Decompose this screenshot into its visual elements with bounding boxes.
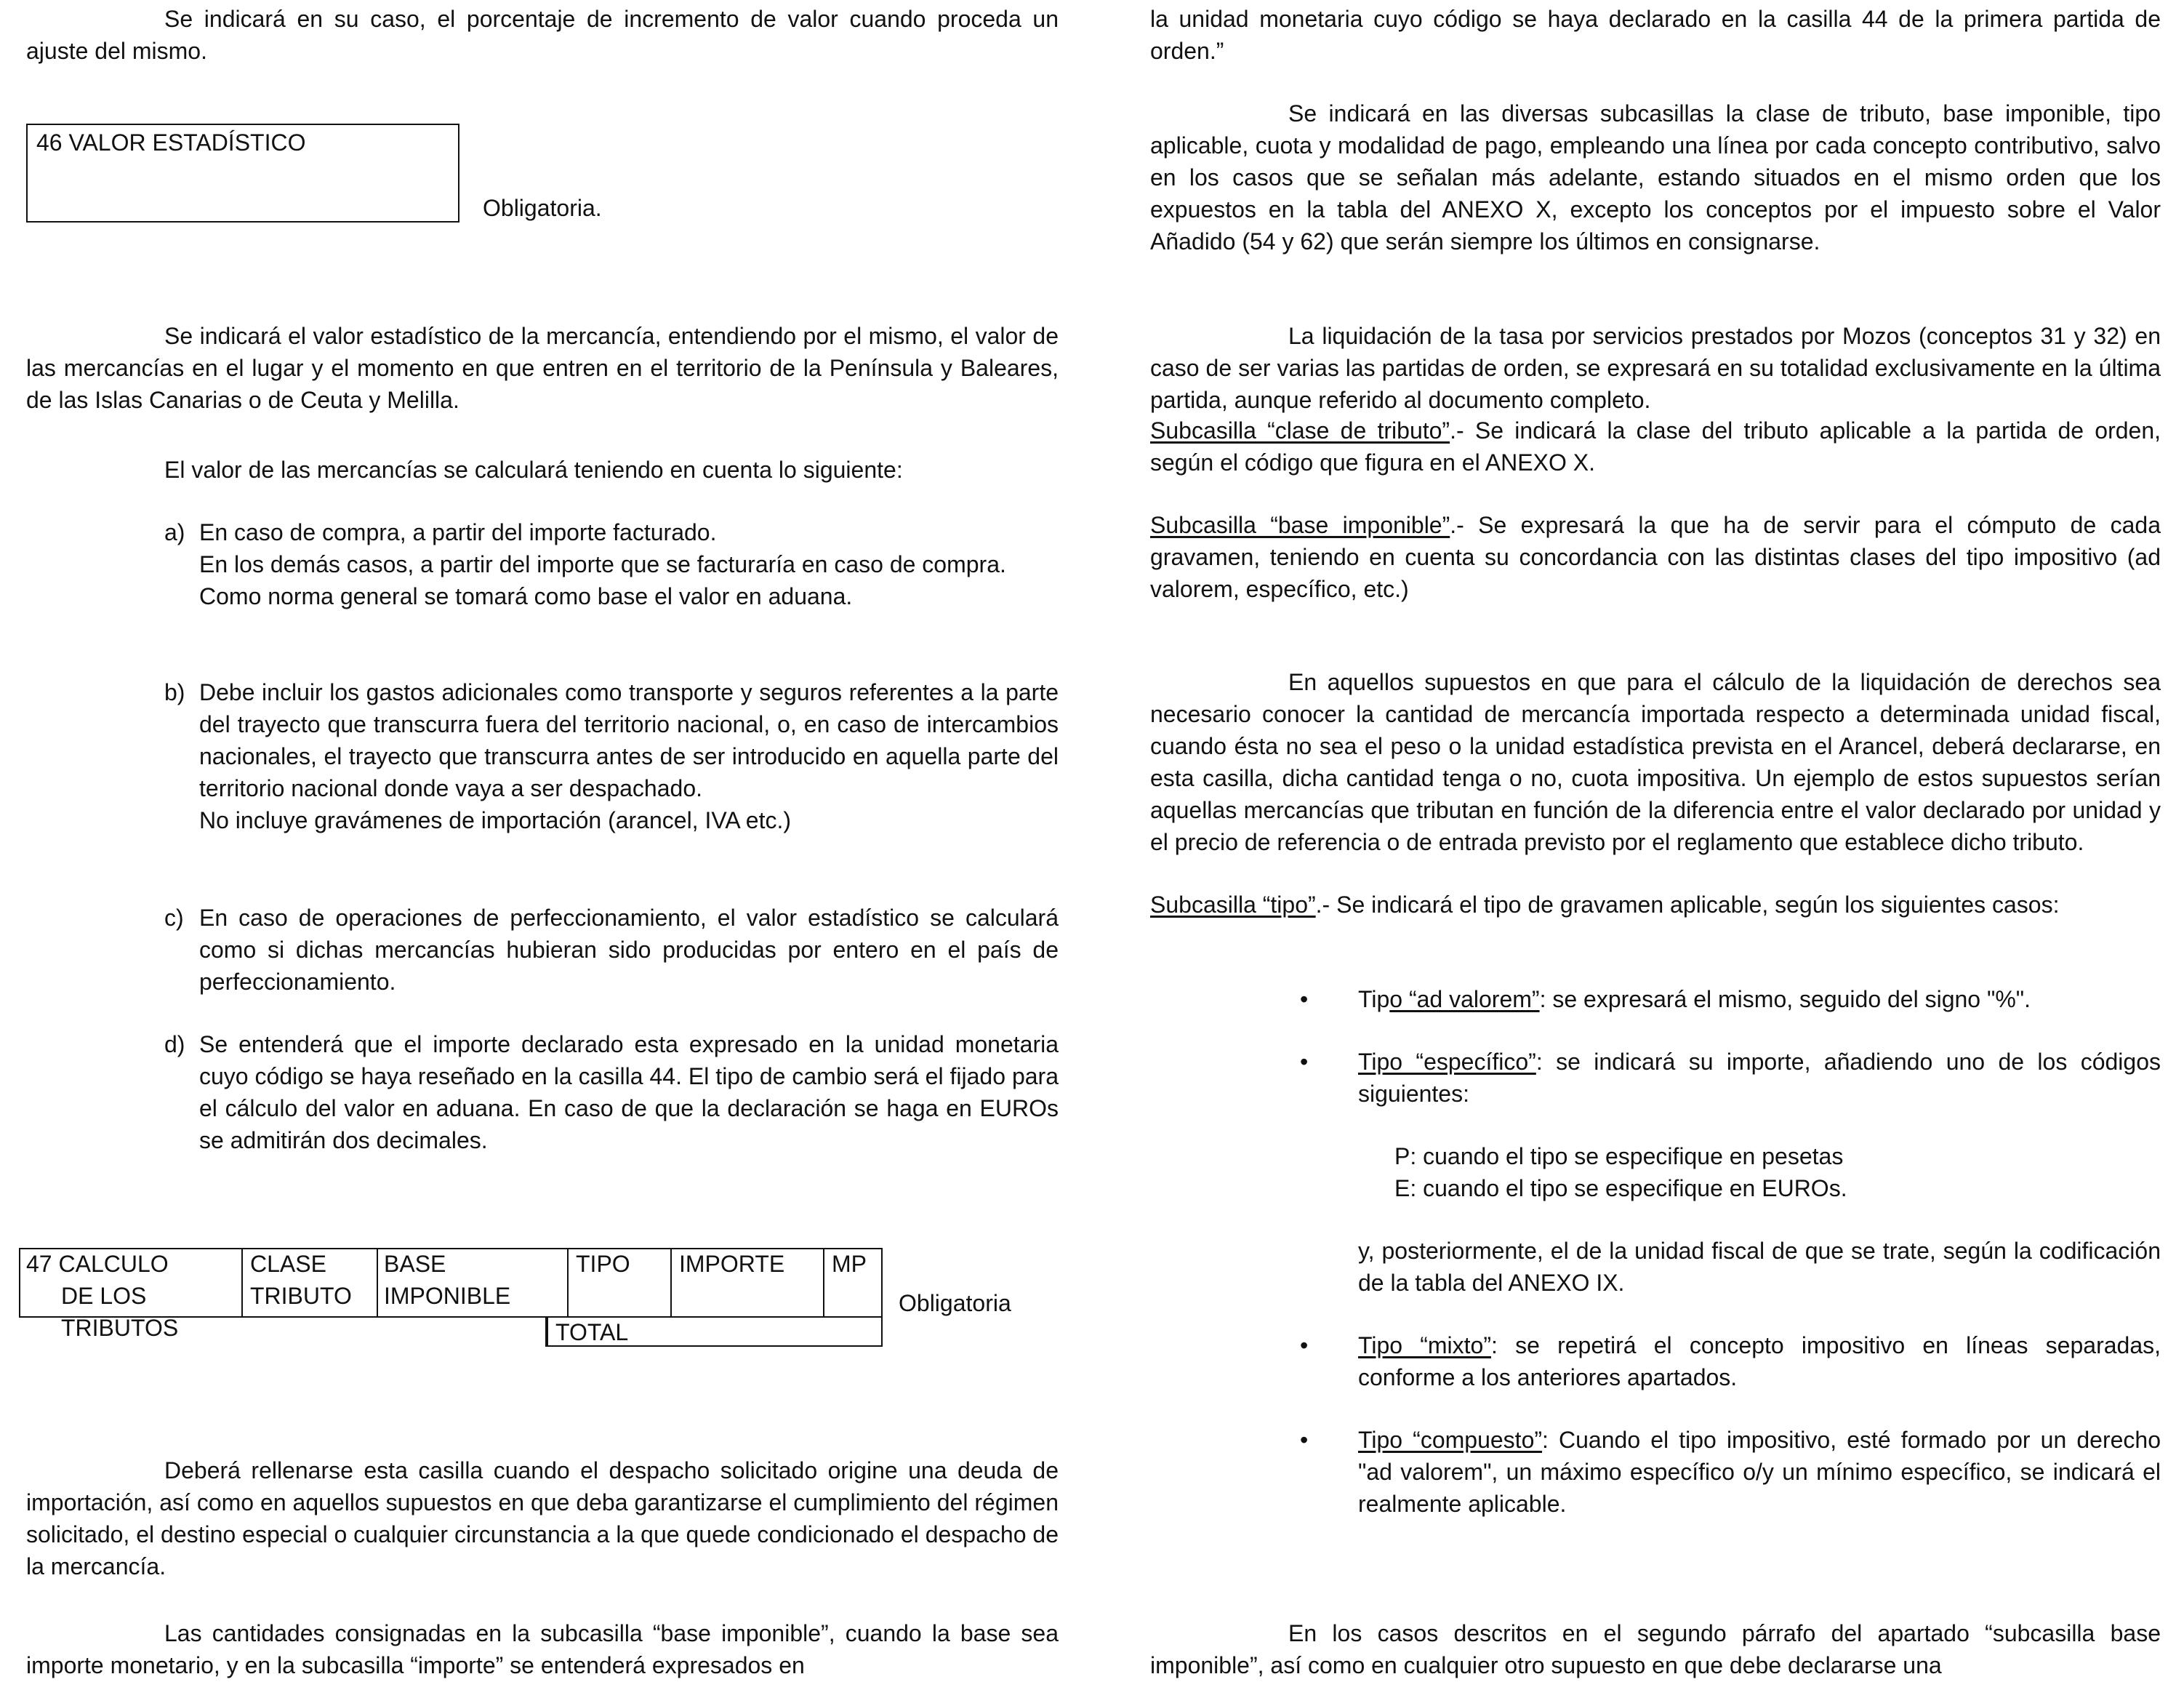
divider — [545, 1318, 547, 1347]
paragraph-tipo — [1150, 889, 2161, 921]
box-46-valor-estadistico — [26, 124, 459, 223]
box-47-obligatoria: Obligatoria — [899, 1290, 1011, 1316]
underlined-term: Tipo “específico” — [1358, 1049, 1536, 1075]
header-importe: IMPORTE — [679, 1251, 785, 1277]
divider — [241, 1248, 243, 1318]
paragraph-clase-tributo — [1150, 415, 2161, 478]
paragraph-posteriormente: y, posteriormente, el de la unidad fiscal de que se trate, según la codificación de la tabla del ANEXO IX. — [1358, 1238, 2161, 1296]
paragraph-base-imponible — [1150, 509, 2161, 605]
underlined-term: Tipo “compuesto” — [1358, 1427, 1543, 1453]
header-de-los — [61, 1280, 178, 1344]
list-line: Se entenderá que el importe declarado esta expresado en la unidad monetaria cuyo código se haya reseñado en la casilla 44. El tipo de cambio será el fijado para el cálculo del valor en aduana. En caso de que la declaración se haga en EUROs se admitirán dos decimales. — [199, 1031, 1059, 1153]
paragraph-text: .- Se expresará la que ha de servir para el cómputo de cada gravamen, teniendo en cuenta su concordancia con las distintas clases del tipo impositivo (ad valorem, específico, etc.) — [1150, 512, 2161, 602]
paragraph-subcasillas: Se indicará en las diversas subcasillas la clase de tributo, base imponible, tipo aplicable, cuota y modalidad de pago, empleando una línea por cada concepto contributivo, salvo en los casos que se señalan más adelante, estando situados en el mismo orden que los expuestos en la tabla del ANEXO X, excepto los conceptos por el impuesto sobre el Valor Añadido (54 y 62) que serán siempre los últimos en consignarse. — [1150, 100, 2161, 255]
bullet-ad-valorem — [1358, 983, 2161, 1015]
bullet-icon: • — [1300, 1049, 1309, 1075]
paragraph-final: En los casos descritos en el segundo párrafo del apartado “subcasilla base imponible”, así como en cualquier otro supuesto en que debe declararse una — [1150, 1620, 2161, 1678]
list-label: b) — [164, 679, 185, 705]
code-line: E: cuando el tipo se especifique en EUROs. — [1394, 1175, 1847, 1201]
box-46-label: 46 VALOR ESTADÍSTICO — [36, 129, 306, 156]
list-line: Debe incluir los gastos adicionales como transporte y seguros referentes a la parte del trayecto que transcurra fuera del territorio nacional, o, en caso de intercambios nacionales, el trayecto que transcurra antes de ser introducido en aquella parte del territorio nacional donde vaya a ser despachado. — [199, 679, 1059, 801]
bullet-text: Tip — [1358, 986, 1390, 1012]
paragraph-deberá: Deberá rellenarse esta casilla cuando el despacho solicitado origine una deuda de importación, así como en aquellos supuestos en que deba garantizarse el cumplimiento del régimen solicitado, el destino especial o cualquier circunstancia a la que quede condicionado el despacho de la mercancía. — [26, 1457, 1059, 1579]
header-tipo: TIPO — [576, 1251, 630, 1277]
paragraph-valor-estadistico: Se indicará el valor estadístico de la mercancía, entendiendo por el mismo, el valor de las mercancías en el lugar y el momento en que entren en el territorio de la Península y Baleares, de las Islas Canarias o de Ceuta y Melilla. — [26, 323, 1059, 413]
header-line: TRIBUTOS — [61, 1315, 179, 1341]
divider — [377, 1248, 378, 1318]
bullet-icon: • — [1300, 986, 1309, 1012]
total-label: TOTAL — [555, 1319, 629, 1345]
bullet-especifico — [1358, 1046, 2161, 1110]
paragraph-continuation: la unidad monetaria cuyo código se haya declarado en la casilla 44 de la primera partida de orden.” — [1150, 6, 2161, 64]
header-line: 47 CALCULO — [26, 1251, 169, 1277]
paragraph-text: .- Se indicará la clase del tributo aplicable a la partida de orden, según el código que figura en el ANEXO X. — [1150, 417, 2161, 476]
code-line: P: cuando el tipo se especifique en pesetas — [1394, 1143, 1844, 1169]
paragraph-cantidades: Las cantidades consignadas en la subcasilla “base imponible”, cuando la base sea importe monetario, y en la subcasilla “importe” se entenderá expresados en — [26, 1620, 1059, 1678]
paragraph-text: .- Se indicará el tipo de gravamen aplicable, según los siguientes casos: — [1315, 892, 2060, 918]
paragraph-supuestos: En aquellos supuestos en que para el cálculo de la liquidación de derechos sea necesario conocer la cantidad de mercancía importada respecto a determinada unidad fiscal, cuando ésta no sea el peso o la unidad estadística prevista en el Arancel, deberá declararse, en esta casilla, dicha cantidad tenga o no, cuota impositiva. Un ejemplo de estos supuestos serían aquellas mercancías que tributan en función de la diferencia entre el valor declarado por unidad y el precio de referencia o de entrada previsto por el reglamento que establece dicho tributo. — [1150, 669, 2161, 855]
header-base-imponible — [384, 1248, 510, 1312]
underlined-term: Tipo “mixto” — [1358, 1332, 1492, 1358]
box-47-calculo-tributos — [19, 1248, 884, 1347]
header-line: BASE — [384, 1251, 446, 1277]
list-label: d) — [164, 1031, 185, 1057]
bullet-compuesto — [1358, 1424, 2161, 1520]
list-item-b — [164, 676, 1059, 836]
underlined-term: o “ad valorem” — [1389, 986, 1540, 1012]
header-calculo — [26, 1248, 169, 1280]
bullet-text: : se expresará el mismo, seguido del signo "%". — [1539, 986, 2031, 1012]
header-line: CLASE — [250, 1251, 326, 1277]
header-line: TRIBUTO — [250, 1283, 352, 1309]
list-item-d — [164, 1028, 1059, 1156]
bullet-icon: • — [1300, 1427, 1309, 1453]
underlined-heading: Subcasilla “clase de tributo” — [1150, 417, 1450, 444]
box-46-obligatoria: Obligatoria. — [483, 195, 602, 221]
list-label: c) — [164, 905, 184, 931]
underlined-heading: Subcasilla “tipo” — [1150, 892, 1316, 918]
list-line: En caso de compra, a partir del importe facturado. — [199, 519, 717, 545]
underlined-heading: Subcasilla “base imponible” — [1150, 512, 1450, 538]
list-line: En los demás casos, a partir del importe que se facturaría en caso de compra. — [199, 551, 1006, 577]
codes-list — [1394, 1140, 1847, 1204]
paragraph-calculo: El valor de las mercancías se calculará teniendo en cuenta lo siguiente: — [164, 457, 903, 483]
bullet-icon: • — [1300, 1332, 1309, 1358]
header-mp: MP — [832, 1251, 867, 1277]
header-line: IMPONIBLE — [384, 1283, 511, 1309]
list-label: a) — [164, 519, 185, 545]
paragraph-increment: Se indicará en su caso, el porcentaje de incremento de valor cuando proceda un ajuste del mismo. — [26, 6, 1059, 64]
list-line: Como norma general se tomará como base el valor en aduana. — [199, 583, 853, 609]
list-item-a — [164, 516, 1059, 612]
header-line: DE LOS — [61, 1283, 147, 1309]
list-line: No incluye gravámenes de importación (arancel, IVA etc.) — [199, 807, 792, 833]
bullet-mixto — [1358, 1329, 2161, 1393]
list-item-c — [164, 902, 1059, 998]
list-line: En caso de operaciones de perfeccionamiento, el valor estadístico se calculará como si dichas mercancías hubieran sido producidas por entero en el país de perfeccionamiento. — [199, 905, 1059, 995]
paragraph-liquidacion: La liquidación de la tasa por servicios prestados por Mozos (conceptos 31 y 32) en caso de ser varias las partidas de orden, se expresará en su totalidad exclusivamente en la última partida, aunque referido al documento completo. — [1150, 323, 2161, 413]
header-clase-tributo — [250, 1248, 352, 1312]
bullet-text: : Cuando el tipo impositivo, esté formado por un derecho "ad valorem", un máximo específico o/y un mínimo específico, se indicará el realmente aplicable. — [1358, 1427, 2161, 1517]
bullet-text: : se indicará su importe, añadiendo uno de los códigos siguientes: — [1358, 1049, 2161, 1107]
bullet-text: : se repetirá el concepto impositivo en líneas separadas, conforme a los anteriores apartados. — [1358, 1332, 2161, 1390]
